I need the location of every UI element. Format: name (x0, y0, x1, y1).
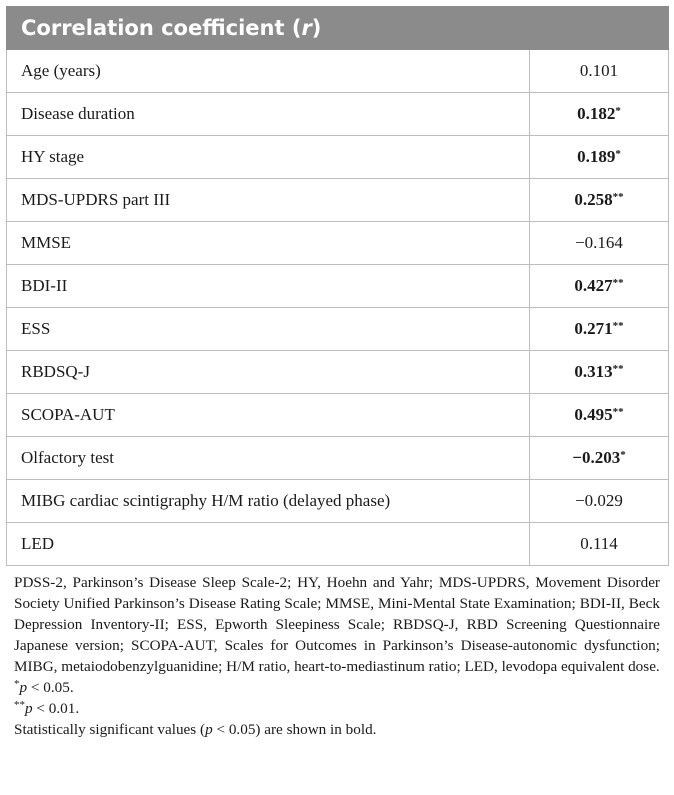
table-row (7, 480, 669, 523)
coefficient-value: 0.182 (577, 104, 616, 123)
coefficient-cell (530, 93, 669, 136)
coefficient-value: 0.271 (574, 319, 613, 338)
header-title: Correlation coefficient (21, 16, 285, 40)
coefficient-value: 0.189 (577, 147, 616, 166)
variable-cell: SCOPA-AUT (7, 394, 530, 437)
significance-mark: ** (612, 320, 624, 332)
coefficient-cell (530, 179, 669, 222)
bold-note-var: p (205, 721, 213, 738)
variable-cell: BDI-II (7, 265, 530, 308)
coefficient-cell (530, 480, 669, 523)
table-row (7, 437, 669, 480)
sig2-var: p (25, 700, 33, 717)
significance-note-2 (14, 698, 660, 719)
significance-note-1 (14, 677, 660, 698)
coefficient-value: −0.164 (575, 233, 623, 252)
significance-mark: ** (612, 191, 624, 203)
sig1-var: p (19, 679, 28, 696)
table-footnotes (14, 572, 660, 740)
coefficient-value: −0.203 (572, 448, 621, 467)
sig1-text: < 0.05. (27, 679, 74, 696)
significance-mark: ** (612, 363, 624, 375)
significance-mark: * (615, 105, 621, 117)
table-body (7, 50, 669, 566)
coefficient-value: 0.427 (574, 276, 613, 295)
table-row (7, 93, 669, 136)
variable-cell: Disease duration (7, 93, 530, 136)
table-row (7, 523, 669, 566)
coefficient-cell (530, 394, 669, 437)
variable-cell: ESS (7, 308, 530, 351)
coefficient-value: 0.258 (574, 190, 613, 209)
variable-cell: LED (7, 523, 530, 566)
coefficient-cell (530, 523, 669, 566)
coefficient-cell (530, 50, 669, 93)
coefficient-value: 0.313 (574, 362, 613, 381)
abbreviations-note: PDSS-2, Parkinson’s Disease Sleep Scale-2; HY, Hoehn and Yahr; MDS-UPDRS, Movement Disorder Society Unified Parkinson’s Disease Rating Scale; MMSE, Mini-Mental State Examination; BDI-II, Beck Depression Inventory-II; ESS, Epworth Sleepiness Scale; RBDSQ-J, RBD Screening Questionnaire Japanese version; SCOPA-AUT, Scales for Outcomes in Parkinson’s Disease-autonomic dysfunction; MIBG, metaiodobenzylguanidine; H/M ratio, heart-to-mediastinum ratio; LED, levodopa equivalent dose. (14, 574, 660, 675)
table-row (7, 351, 669, 394)
coefficient-cell (530, 265, 669, 308)
table-header-row (7, 7, 669, 50)
coefficient-cell (530, 308, 669, 351)
table-header: Correlation coefficient (r) (7, 7, 669, 50)
coefficient-value: 0.114 (580, 534, 618, 553)
coefficient-value: 0.101 (579, 61, 619, 80)
coefficient-cell (530, 222, 669, 265)
variable-cell: Olfactory test (7, 437, 530, 480)
variable-cell: MDS-UPDRS part III (7, 179, 530, 222)
coefficient-value: 0.495 (574, 405, 613, 424)
significance-mark: ** (612, 406, 624, 418)
bold-note (14, 719, 660, 740)
variable-cell: RBDSQ-J (7, 351, 530, 394)
sig2-mark: ** (14, 699, 25, 711)
significance-mark: * (620, 449, 626, 461)
table-row (7, 179, 669, 222)
table-row (7, 394, 669, 437)
coefficient-cell (530, 437, 669, 480)
header-symbol: r (301, 16, 312, 40)
sig1-mark: * (14, 678, 20, 690)
bold-note-before: Statistically significant values ( (14, 721, 206, 738)
table-row (7, 265, 669, 308)
significance-mark: * (615, 148, 621, 160)
coefficient-cell (530, 136, 669, 179)
variable-cell: Age (years) (7, 50, 530, 93)
table-row (7, 222, 669, 265)
table-row (7, 308, 669, 351)
variable-cell: MMSE (7, 222, 530, 265)
variable-cell: HY stage (7, 136, 530, 179)
sig2-text: < 0.01. (32, 700, 80, 717)
coefficient-value: −0.029 (575, 491, 623, 510)
bold-note-after: < 0.05) are shown in bold. (212, 721, 377, 738)
coefficient-cell (530, 351, 669, 394)
table-row (7, 136, 669, 179)
correlation-table (6, 6, 669, 566)
significance-mark: ** (612, 277, 624, 289)
table-row (7, 50, 669, 93)
variable-cell: MIBG cardiac scintigraphy H/M ratio (delayed phase) (7, 480, 530, 523)
